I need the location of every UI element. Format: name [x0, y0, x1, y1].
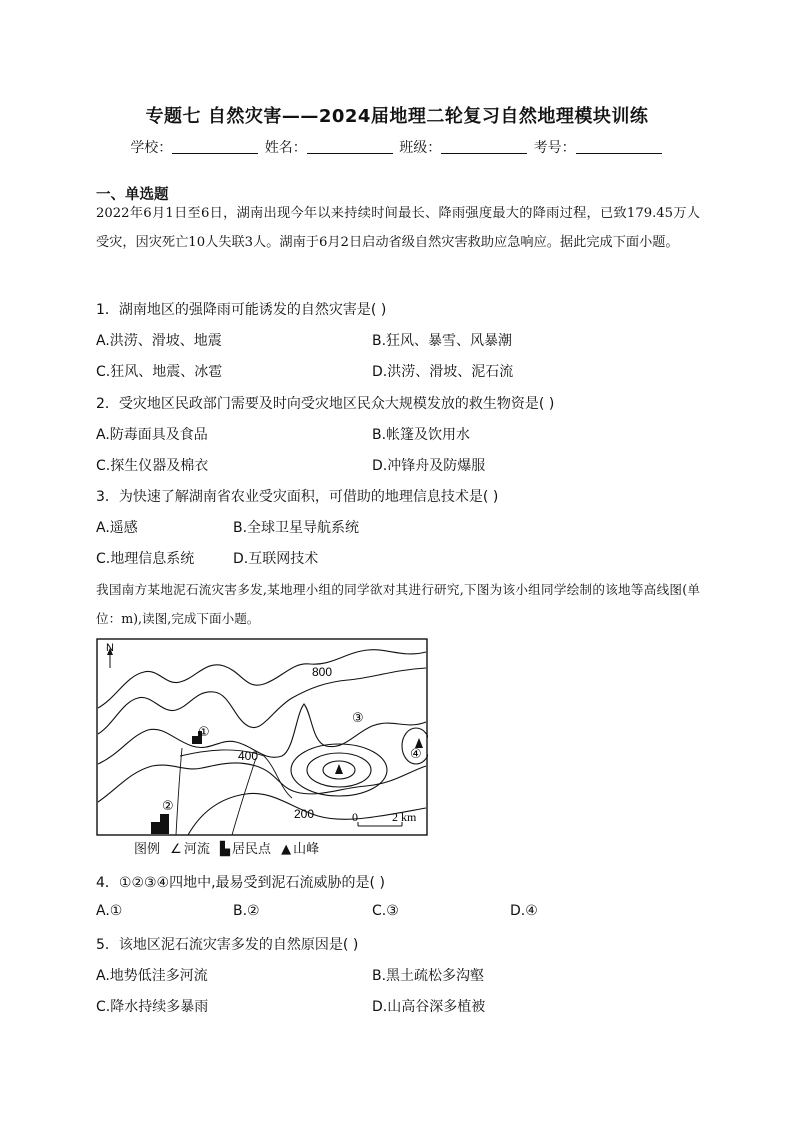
- map-legend: [134, 838, 325, 857]
- page-title: 专题七 自然灾害——2024届地理二轮复习自然地理模块训练: [145, 106, 649, 127]
- name-blank[interactable]: [307, 139, 393, 154]
- question-3-stem: 3．为快速了解湖南省农业受灾面积，可借助的地理信息技术是( ): [96, 489, 499, 505]
- passage-1: 2022年6月1日至6日，湖南出现今年以来持续时间最长、降雨强度最大的降雨过程，已致179.45万人受灾，因灾死亡10人失联3人。湖南于6月2日启动省级自然灾害救助应急响应。据此完成下面小题。: [96, 206, 700, 250]
- settlement-legend-icon: ▙: [219, 842, 230, 857]
- name-label: 姓名：: [264, 140, 307, 156]
- site-1-label: ①: [198, 725, 210, 740]
- scale-zero: 0: [352, 810, 358, 824]
- scale-km: 2 km: [392, 810, 417, 824]
- q5-option-d[interactable]: D.山高谷深多植被: [372, 999, 486, 1015]
- q3-option-b[interactable]: B.全球卫星导航系统: [233, 520, 360, 536]
- q4-option-b[interactable]: B.②: [233, 903, 260, 919]
- school-blank[interactable]: [172, 139, 258, 154]
- legend-title: 图例: [134, 842, 161, 857]
- number-label: 考号：: [533, 140, 576, 156]
- class-label: 班级：: [399, 140, 442, 156]
- legend-settlement: 居民点: [231, 842, 271, 857]
- q5-option-a[interactable]: A.地势低洼多河流: [96, 968, 208, 984]
- question-4-stem: 4．①②③④四地中,最易受到泥石流威胁的是( ): [96, 875, 385, 891]
- question-5-stem: 5．该地区泥石流灾害多发的自然原因是( ): [96, 937, 359, 953]
- q2-option-c[interactable]: C.探生仪器及棉衣: [96, 458, 209, 474]
- class-blank[interactable]: [441, 139, 527, 154]
- q1-option-c[interactable]: C.狂风、地震、冰雹: [96, 364, 223, 380]
- school-label: 学校：: [130, 140, 173, 156]
- q1-option-b[interactable]: B.狂风、暴雪、风暴潮: [372, 333, 513, 349]
- q4-option-c[interactable]: C.③: [372, 903, 399, 919]
- question-1-stem: 1．湖南地区的强降雨可能诱发的自然灾害是( ): [96, 302, 387, 318]
- legend-peak: 山峰: [293, 842, 320, 857]
- q2-option-d[interactable]: D.冲锋舟及防爆服: [372, 458, 486, 474]
- river-icon: ∠: [170, 842, 182, 857]
- site-2-label: ②: [162, 799, 174, 814]
- legend-river: 河流: [183, 842, 210, 857]
- section-title: 一、单选题: [96, 187, 169, 203]
- peak-legend-icon: ▲: [281, 842, 292, 857]
- contour-map: [96, 638, 428, 836]
- number-blank[interactable]: [576, 139, 662, 154]
- q3-option-c[interactable]: C.地理信息系统: [96, 551, 195, 567]
- q3-option-a[interactable]: A.遥感: [96, 520, 138, 536]
- q2-option-a[interactable]: A.防毒面具及食品: [96, 427, 208, 443]
- q2-option-b[interactable]: B.帐篷及饮用水: [372, 427, 471, 443]
- contour-label-400: 400: [238, 749, 259, 763]
- q3-option-d[interactable]: D.互联网技术: [233, 551, 319, 567]
- site-4-label: ④: [410, 747, 422, 762]
- q1-option-d[interactable]: D.洪涝、滑坡、泥石流: [372, 364, 514, 380]
- q4-option-d[interactable]: D.④: [510, 903, 538, 919]
- north-label: N: [106, 642, 114, 654]
- contour-label-800: 800: [312, 665, 333, 679]
- q5-option-b[interactable]: B.黑土疏松多沟壑: [372, 968, 485, 984]
- q4-option-a[interactable]: A.①: [96, 903, 123, 919]
- site-3-label: ③: [352, 711, 364, 726]
- question-2-stem: 2．受灾地区民政部门需要及时向受灾地区民众大规模发放的救生物资是( ): [96, 396, 555, 412]
- passage-2: 我国南方某地泥石流灾害多发,某地理小组的同学欲对其进行研究,下图为该小组同学绘制的该地等高线图(单位：m),读图,完成下面小题。: [96, 582, 700, 626]
- q1-option-a[interactable]: A.洪涝、滑坡、地震: [96, 333, 222, 349]
- q5-option-c[interactable]: C.降水持续多暴雨: [96, 999, 209, 1015]
- student-info-line: [0, 137, 794, 157]
- contour-label-200: 200: [294, 807, 315, 821]
